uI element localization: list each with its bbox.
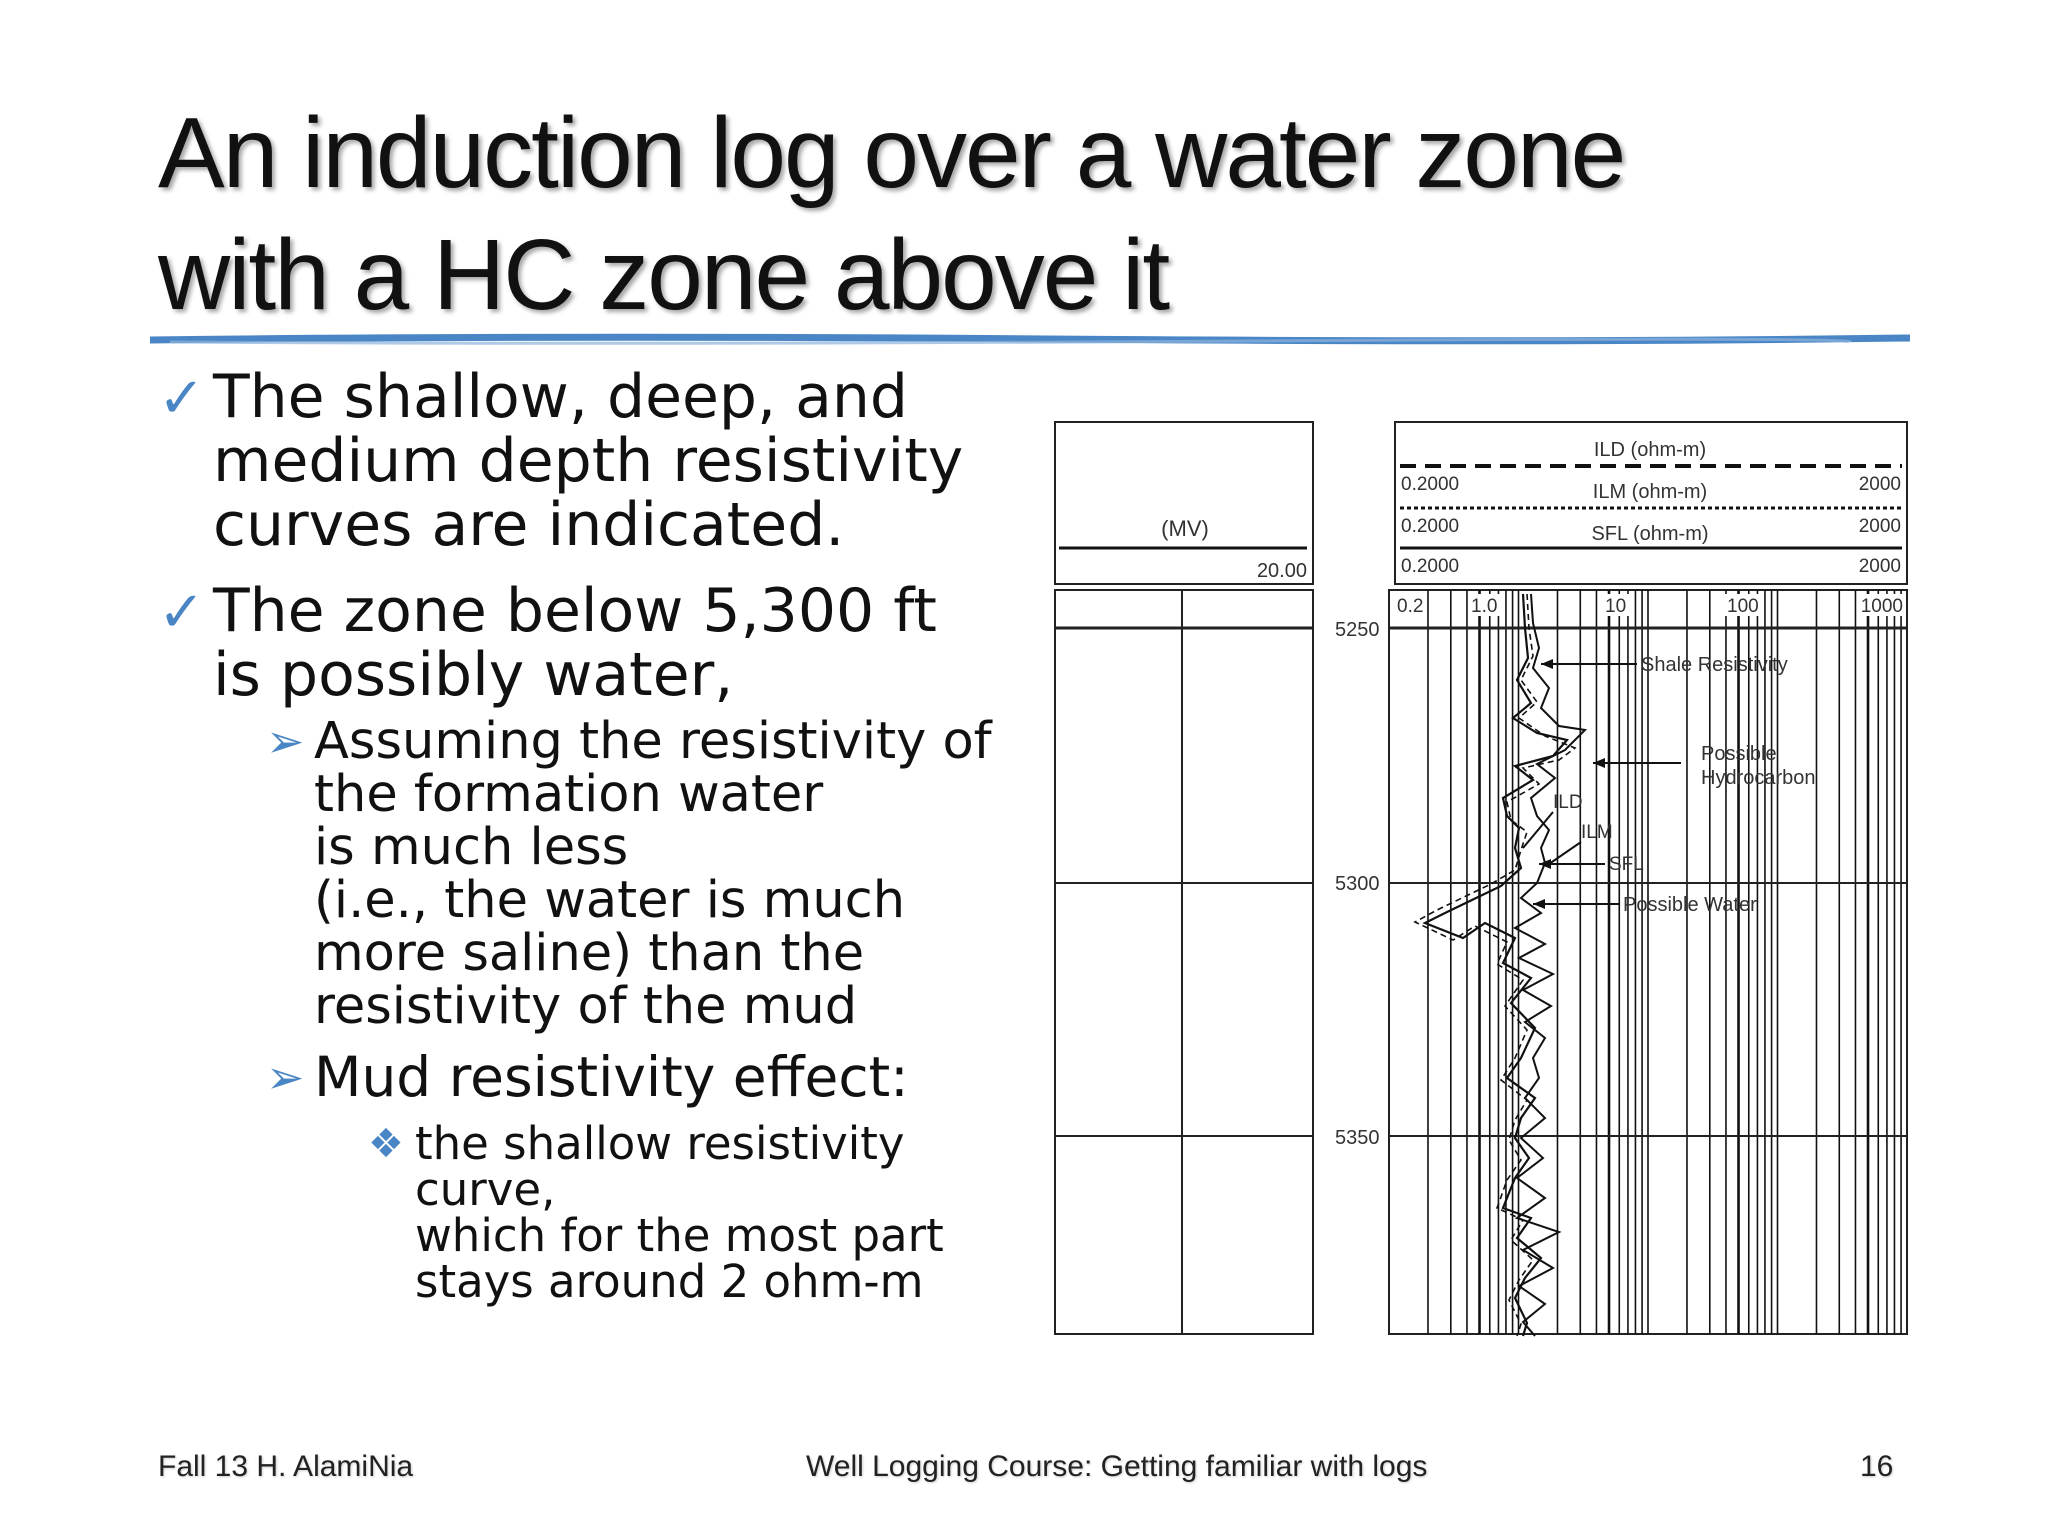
induction-log-figure: [1045, 418, 1911, 1340]
depth-label-5300: 5300: [1335, 873, 1380, 895]
svg-text:2000: 2000: [1858, 556, 1901, 577]
annotation-ild: ILD: [1553, 792, 1583, 813]
bullet-line: (i.e., the water is much: [314, 871, 906, 930]
scale-label-0-2: 0.2: [1397, 596, 1424, 617]
bullet-line: stays around 2 ohm-m: [415, 1255, 924, 1308]
bullet-line: The zone below 5,300 ft: [213, 576, 937, 646]
scale-label-100: 100: [1727, 596, 1759, 617]
scale-label-1000: 1000: [1860, 596, 1903, 617]
sfl-header-label: SFL (ohm-m): [1591, 523, 1709, 545]
sub-sub-bullet-shallow: [158, 1117, 1038, 1308]
bullet-line: medium depth resistivity: [213, 426, 964, 496]
sp-track-body: [1055, 590, 1313, 1334]
annotation-possible-hc-line2: Hydrocarbon: [1701, 767, 1816, 789]
footer-author: Fall 13 H. AlamiNia: [158, 1450, 414, 1483]
title-underline: [150, 333, 1910, 347]
depth-label-5350: 5350: [1335, 1127, 1380, 1149]
sp-unit-label: (MV): [1161, 516, 1209, 541]
ilm-header-label: ILM (ohm-m): [1592, 481, 1708, 503]
depth-label-5250: 5250: [1335, 619, 1380, 641]
bullet-zone-below: [158, 576, 1038, 710]
svg-text:2000: 2000: [1858, 474, 1901, 495]
bullet-line: is possibly water,: [213, 640, 734, 710]
arrow-right-icon: ➢: [266, 714, 305, 768]
bullet-line: curves are indicated.: [213, 490, 845, 560]
bullet-line: the formation water: [314, 765, 824, 824]
footer-page-number: 16: [1860, 1450, 1894, 1483]
title-line-2: with a HC zone above it: [158, 219, 1169, 331]
bullet-line: which for the most part: [415, 1209, 944, 1262]
svg-text:0.2000: 0.2000: [1401, 556, 1460, 577]
bullet-line: resistivity of the mud: [314, 977, 858, 1036]
slide-title: [158, 92, 1858, 336]
title-line-1: An induction log over a water zone: [158, 97, 1625, 209]
bullet-line: more saline) than the: [314, 924, 865, 983]
scale-label-10: 10: [1605, 596, 1627, 617]
diamond-cluster-icon: ❖: [368, 1121, 404, 1167]
footer-course-title: Well Logging Course: Getting familiar with logs: [806, 1450, 1428, 1483]
annotation-shale-resistivity: Shale Resistivity: [1641, 654, 1788, 676]
sp-value-label: 20.00: [1256, 560, 1307, 582]
bullet-line: The shallow, deep, and: [213, 362, 909, 432]
svg-text:0.2000: 0.2000: [1401, 516, 1460, 537]
bullet-line: the shallow resistivity: [415, 1117, 905, 1170]
bullet-line: Mud resistivity effect:: [314, 1045, 909, 1109]
arrow-right-icon: ➢: [266, 1050, 305, 1104]
bullet-line: is much less: [314, 818, 629, 877]
svg-text:0.2000: 0.2000: [1401, 474, 1460, 495]
bullet-shallow-deep-medium: [158, 362, 1038, 560]
checkmark-icon: ✓: [158, 366, 205, 431]
sub-bullet-mud-effect: [158, 1047, 1038, 1107]
bullet-list: [158, 362, 1038, 1308]
sub-bullet-assuming: [158, 712, 1038, 1036]
bullet-line: curve,: [415, 1163, 556, 1216]
annotation-ilm: ILM: [1581, 822, 1613, 843]
bullet-line: Assuming the resistivity of: [314, 712, 992, 771]
annotation-possible-water: Possible Water: [1623, 894, 1757, 916]
annotation-sfl: SFL: [1609, 854, 1644, 875]
checkmark-icon: ✓: [158, 580, 205, 645]
annotation-possible-hc-line1: Possible: [1701, 743, 1777, 765]
ild-header-label: ILD (ohm-m): [1593, 439, 1707, 461]
svg-text:2000: 2000: [1858, 516, 1901, 537]
scale-label-1: 1.0: [1471, 596, 1498, 617]
